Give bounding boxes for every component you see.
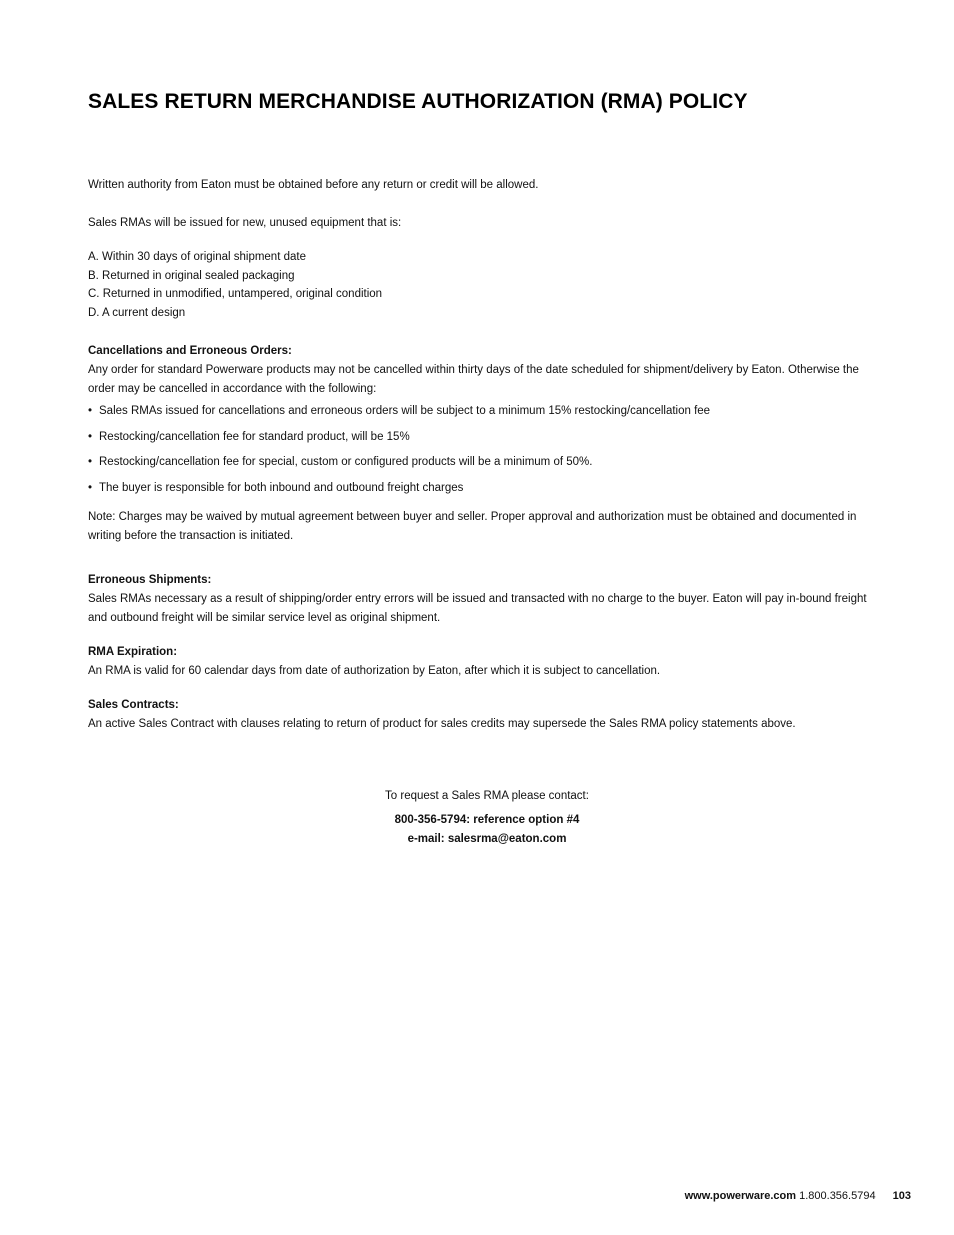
bullet-icon: • bbox=[88, 405, 93, 417]
list-item: • The buyer is responsible for both inbound and outbound freight charges bbox=[88, 482, 464, 494]
rma-expiration-text: An RMA is valid for 60 calendar days from date of authorization by Eaton, after which it is subject to cancellation. bbox=[88, 665, 661, 677]
list-item: A. Within 30 days of original shipment date bbox=[88, 251, 306, 263]
sales-contracts-heading: Sales Contracts: bbox=[88, 699, 179, 711]
cancellations-note: Note: Charges may be waived by mutual agreement between buyer and seller. Proper approval and authorization must be obtained and documented in writing before the transaction is initiated. bbox=[88, 511, 857, 542]
footer-website: www.powerware.com bbox=[684, 1190, 797, 1202]
list-item: C. Returned in unmodified, untampered, original condition bbox=[88, 288, 383, 300]
page-footer bbox=[685, 1190, 911, 1202]
list-item: B. Returned in original sealed packaging bbox=[88, 269, 295, 282]
page-number: 103 bbox=[892, 1190, 911, 1202]
list-item: • Restocking/cancellation fee for standard product, will be 15% bbox=[88, 431, 410, 443]
contact-email: e-mail: salesrma@eaton.com bbox=[407, 833, 567, 845]
bullet-icon: • bbox=[88, 456, 93, 468]
erroneous-shipments-heading: Erroneous Shipments: bbox=[88, 574, 212, 586]
contact-phone: 800-356-5794: reference option #4 bbox=[394, 814, 580, 826]
cancellations-text: Any order for standard Powerware products may not be cancelled within thirty days of the date scheduled for shipment/delivery by Eaton. Otherwise the order may be cancelled in accordance with the following: bbox=[88, 364, 859, 395]
bullet-icon: • bbox=[88, 482, 93, 494]
rma-expiration-heading: RMA Expiration: bbox=[88, 646, 178, 658]
contact-intro: To request a Sales RMA please contact: bbox=[385, 790, 589, 802]
bullet-icon: • bbox=[88, 431, 93, 443]
page-title: SALES RETURN MERCHANDISE AUTHORIZATION (RMA) POLICY bbox=[88, 90, 748, 113]
erroneous-shipments-text: Sales RMAs necessary as a result of shipping/order entry errors will be issued and transacted with no charge to the buyer. Eaton will pay in-bound freight and outbound freight will be similar service level as original shipment. bbox=[88, 593, 867, 624]
intro-paragraph: Written authority from Eaton must be obtained before any return or credit will be allowed. bbox=[88, 179, 539, 191]
list-item: • Sales RMAs issued for cancellations and erroneous orders will be subject to a minimum 15% restocking/cancellation fee bbox=[88, 405, 711, 417]
intro-eligibility-paragraph: Sales RMAs will be issued for new, unused equipment that is: bbox=[88, 217, 402, 229]
list-item: • Restocking/cancellation fee for special, custom or configured products will be a minimum of 50%. bbox=[88, 456, 593, 468]
footer-phone: 1.800.356.5794 bbox=[799, 1190, 876, 1202]
eligibility-list bbox=[88, 248, 888, 322]
cancellations-heading: Cancellations and Erroneous Orders: bbox=[88, 345, 292, 357]
sales-contracts-text: An active Sales Contract with clauses relating to return of product for sales credits may supersede the Sales RMA policy statements above. bbox=[88, 718, 796, 730]
list-item: D. A current design bbox=[88, 306, 186, 319]
